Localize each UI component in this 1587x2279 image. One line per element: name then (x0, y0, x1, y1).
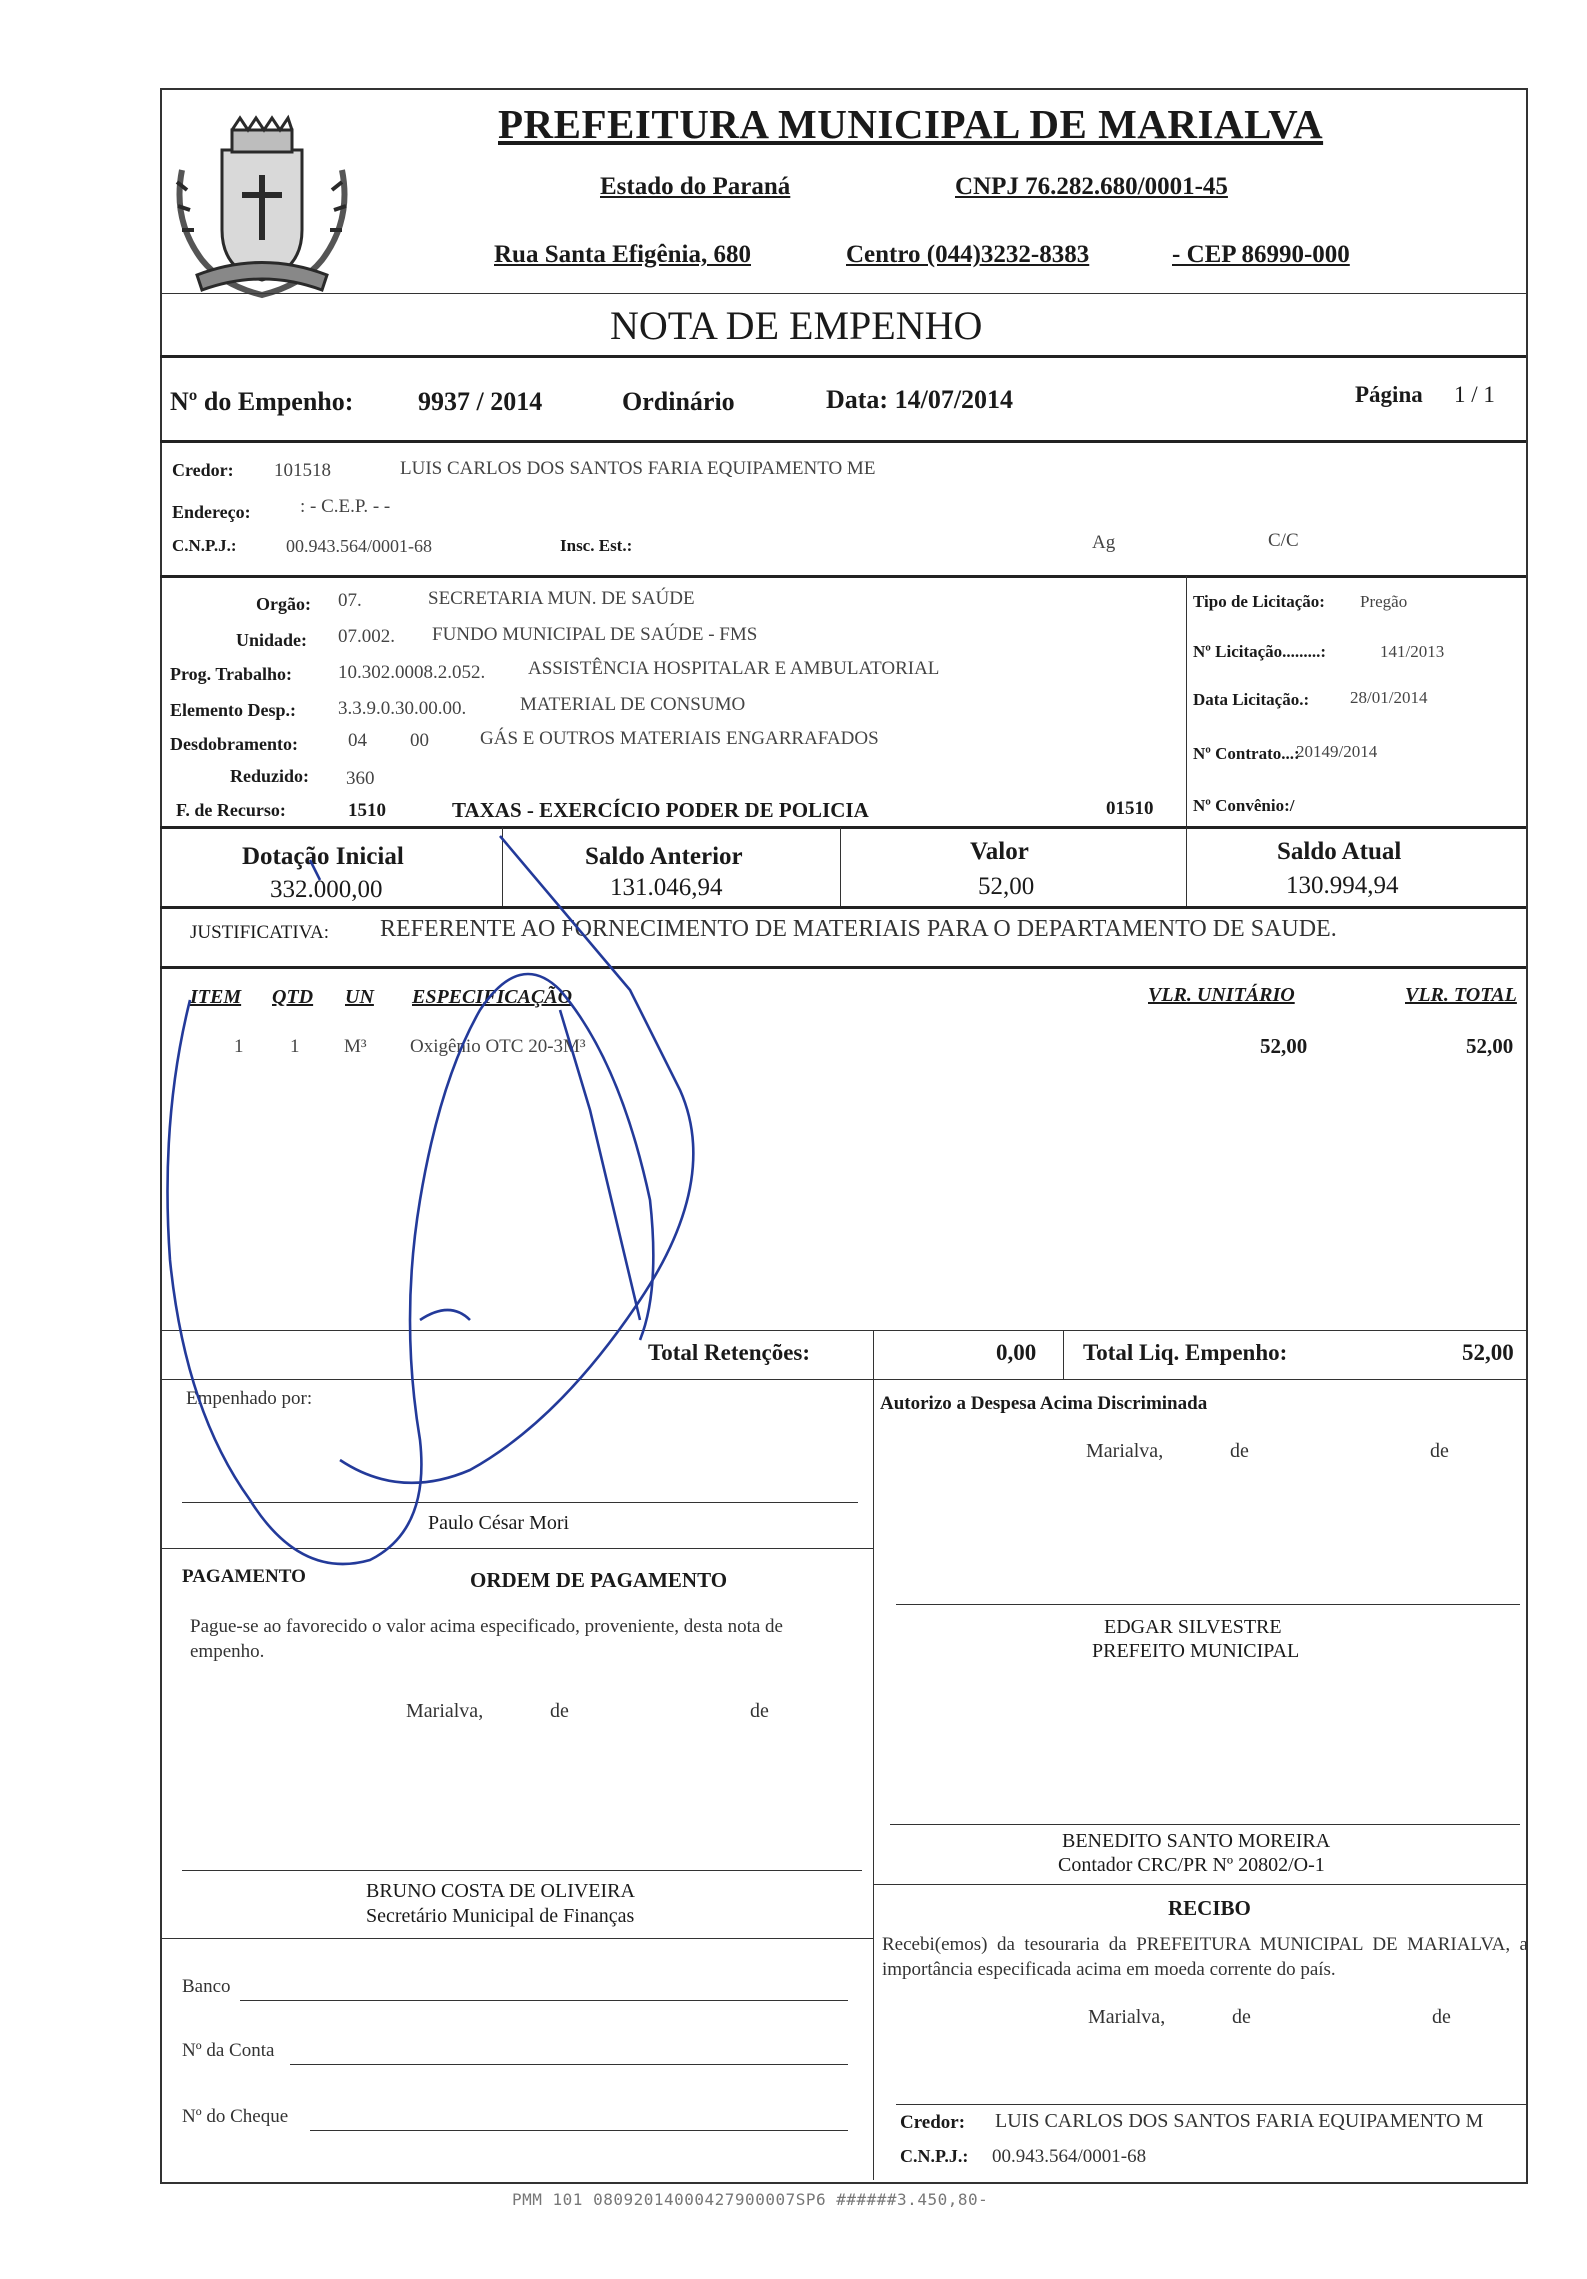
fonte-recurso-code: 1510 (348, 800, 386, 821)
recibo-cnpj-value: 00.943.564/0001-68 (992, 2146, 1147, 2167)
agencia-label: Ag (1092, 532, 1116, 553)
pagamento-label: PAGAMENTO (182, 1566, 306, 1587)
document-title: NOTA DE EMPENHO (610, 303, 983, 348)
credor-cnpj-label: C.N.P.J.: (172, 536, 237, 555)
header-street: Rua Santa Efigênia, 680 (494, 241, 751, 268)
tipo-licitacao-value: Pregão (1360, 592, 1408, 611)
table-row-unit: 52,00 (1260, 1034, 1308, 1058)
contrato-value: 20149/2014 (1296, 742, 1378, 761)
dotacao-inicial-value: 332.000,00 (270, 876, 383, 903)
contador-cargo: Contador CRC/PR Nº 20802/O-1 (1058, 1854, 1325, 1876)
conta-label: Nº da Conta (182, 2040, 275, 2061)
unidade-label: Unidade: (236, 630, 308, 650)
elemento-label: Elemento Desp.: (170, 700, 296, 720)
justificativa-text: REFERENTE AO FORNECIMENTO DE MATERIAIS PARA O DEPARTAMENTO DE SAUDE. (380, 916, 1337, 942)
header-state: Estado do Paraná (600, 173, 791, 200)
col-vlr-unitario-header: VLR. UNITÁRIO (1148, 984, 1295, 1006)
autorizo-de2: de (1430, 1440, 1449, 1462)
autorizo-local: Marialva, (1086, 1440, 1164, 1462)
desdobramento-name: GÁS E OUTROS MATERIAIS ENGARRAFADOS (480, 728, 879, 749)
pagamento-text: Pague-se ao favorecido o valor acima especificado, proveniente, desta nota de empenho. (190, 1616, 783, 1662)
autorizo-label: Autorizo a Despesa Acima Discriminada (880, 1393, 1208, 1414)
table-row-un: M³ (344, 1036, 367, 1057)
valor-label: Valor (970, 838, 1029, 865)
valor-value: 52,00 (978, 873, 1035, 900)
contador-name: BENEDITO SANTO MOREIRA (1062, 1830, 1331, 1852)
footer-code: PMM 101 08092014000427900007SP6 ######3.450,80- (512, 2190, 989, 2209)
pagamento-local: Marialva, (406, 1700, 484, 1722)
empenho-number: 9937 / 2014 (418, 387, 543, 416)
num-licitacao-value: 141/2013 (1380, 642, 1445, 661)
elemento-code: 3.3.9.0.30.00.00. (338, 698, 467, 719)
total-liquido-value: 52,00 (1462, 1340, 1514, 1365)
endereco-value: : - C.E.P. - - (300, 496, 391, 517)
recibo-credor-label: Credor: (900, 2112, 966, 2133)
recibo-de2: de (1432, 2006, 1451, 2028)
total-retencoes-label: Total Retenções: (648, 1340, 811, 1365)
prog-trabalho-code: 10.302.0008.2.052. (338, 662, 486, 683)
fonte-recurso-name: TAXAS - EXERCÍCIO PODER DE POLICIA (452, 798, 869, 822)
prefeito-cargo: PREFEITO MUNICIPAL (1092, 1640, 1300, 1662)
header-cnpj: CNPJ 76.282.680/0001-45 (955, 173, 1228, 200)
saldo-atual-label: Saldo Atual (1277, 838, 1402, 865)
col-item-header: ITEM (190, 986, 242, 1008)
prefeito-name: EDGAR SILVESTRE (1104, 1616, 1282, 1638)
table-row-total: 52,00 (1466, 1034, 1514, 1058)
col-un-header: UN (345, 986, 374, 1008)
credor-label: Credor: (172, 460, 234, 480)
table-row-item: 1 (234, 1036, 244, 1057)
recibo-de1: de (1232, 2006, 1251, 2028)
saldo-atual-value: 130.994,94 (1286, 872, 1399, 899)
fonte-recurso-label: F. de Recurso: (176, 800, 286, 820)
header-cep: - CEP 86990-000 (1172, 241, 1350, 268)
cheque-field[interactable] (310, 2130, 848, 2131)
page-number: 1 / 1 (1454, 382, 1495, 407)
credor-cnpj: 00.943.564/0001-68 (286, 536, 432, 556)
endereco-label: Endereço: (172, 502, 251, 522)
unidade-name: FUNDO MUNICIPAL DE SAÚDE - FMS (432, 624, 758, 645)
saldo-anterior-label: Saldo Anterior (585, 843, 743, 870)
empenho-date: Data: 14/07/2014 (826, 385, 1014, 414)
orgao-label: Orgão: (256, 594, 311, 614)
col-vlr-total-header: VLR. TOTAL (1405, 984, 1517, 1006)
recibo-local: Marialva, (1088, 2006, 1166, 2028)
reduzido-label: Reduzido: (230, 766, 310, 786)
table-row-qtd: 1 (290, 1036, 300, 1057)
unidade-code: 07.002. (338, 626, 395, 647)
dotacao-inicial-label: Dotação Inicial (242, 843, 404, 870)
autorizo-de1: de (1230, 1440, 1249, 1462)
recibo-text: Recebi(emos) da tesouraria da PREFEITURA MUNICIPAL DE MARIALVA, a importância especificada acima em moeda corrente do país. (882, 1934, 1528, 1980)
recibo-credor-value: LUIS CARLOS DOS SANTOS FARIA EQUIPAMENTO M (995, 2110, 1484, 2132)
secretario-name: BRUNO COSTA DE OLIVEIRA (366, 1880, 635, 1902)
conta-field[interactable] (290, 2064, 848, 2065)
prog-trabalho-label: Prog. Trabalho: (170, 664, 293, 684)
orgao-name: SECRETARIA MUN. DE SAÚDE (428, 588, 695, 609)
insc-est-label: Insc. Est.: (560, 536, 633, 555)
coat-of-arms-logo (162, 110, 362, 305)
data-licitacao-value: 28/01/2014 (1350, 688, 1428, 707)
data-licitacao-label: Data Licitação.: (1193, 690, 1310, 709)
table-row-espec: Oxigênio OTC 20-3M³ (410, 1036, 586, 1057)
conta-corrente-label: C/C (1268, 530, 1299, 551)
cheque-label: Nº do Cheque (182, 2106, 289, 2127)
banco-field[interactable] (240, 2000, 848, 2001)
secretario-cargo: Secretário Municipal de Finanças (366, 1905, 635, 1927)
reduzido-value: 360 (346, 768, 375, 789)
header-title: PREFEITURA MUNICIPAL DE MARIALVA (498, 101, 1324, 147)
credor-name: LUIS CARLOS DOS SANTOS FARIA EQUIPAMENTO ME (400, 458, 876, 479)
empenhado-por-name: Paulo César Mori (428, 1512, 570, 1534)
empenho-number-label: Nº do Empenho: (170, 387, 354, 416)
desdobramento-sub: 00 (410, 730, 429, 751)
elemento-name: MATERIAL DE CONSUMO (520, 694, 746, 715)
contrato-label: Nº Contrato...: (1193, 744, 1300, 763)
page-label: Página (1355, 382, 1423, 407)
recibo-title: RECIBO (1168, 1896, 1251, 1920)
ordem-pagamento-title: ORDEM DE PAGAMENTO (470, 1568, 728, 1592)
prog-trabalho-name: ASSISTÊNCIA HOSPITALAR E AMBULATORIAL (528, 658, 940, 679)
desdobramento-label: Desdobramento: (170, 734, 298, 754)
convenio-label: Nº Convênio:/ (1193, 796, 1295, 815)
orgao-code: 07. (338, 590, 362, 611)
recibo-cnpj-label: C.N.P.J.: (900, 2146, 969, 2166)
num-licitacao-label: Nº Licitação.........: (1193, 642, 1327, 661)
empenho-type: Ordinário (622, 387, 735, 416)
pagamento-de2: de (750, 1700, 769, 1722)
total-retencoes-value: 0,00 (996, 1340, 1037, 1365)
credor-code: 101518 (274, 460, 331, 481)
fonte-recurso-number: 01510 (1106, 798, 1154, 819)
col-qtd-header: QTD (272, 986, 314, 1008)
saldo-anterior-value: 131.046,94 (610, 874, 723, 901)
header-district-phone: Centro (044)3232-8383 (846, 241, 1090, 268)
tipo-licitacao-label: Tipo de Licitação: (1193, 592, 1325, 611)
desdobramento-code: 04 (348, 730, 367, 751)
justificativa-label: JUSTIFICATIVA: (190, 922, 330, 943)
banco-label: Banco (182, 1976, 231, 1997)
pagamento-de1: de (550, 1700, 569, 1722)
total-liquido-label: Total Liq. Empenho: (1083, 1340, 1288, 1365)
col-especificacao-header: ESPECIFICAÇÃO (412, 986, 573, 1008)
empenhado-por-label: Empenhado por: (186, 1388, 313, 1409)
